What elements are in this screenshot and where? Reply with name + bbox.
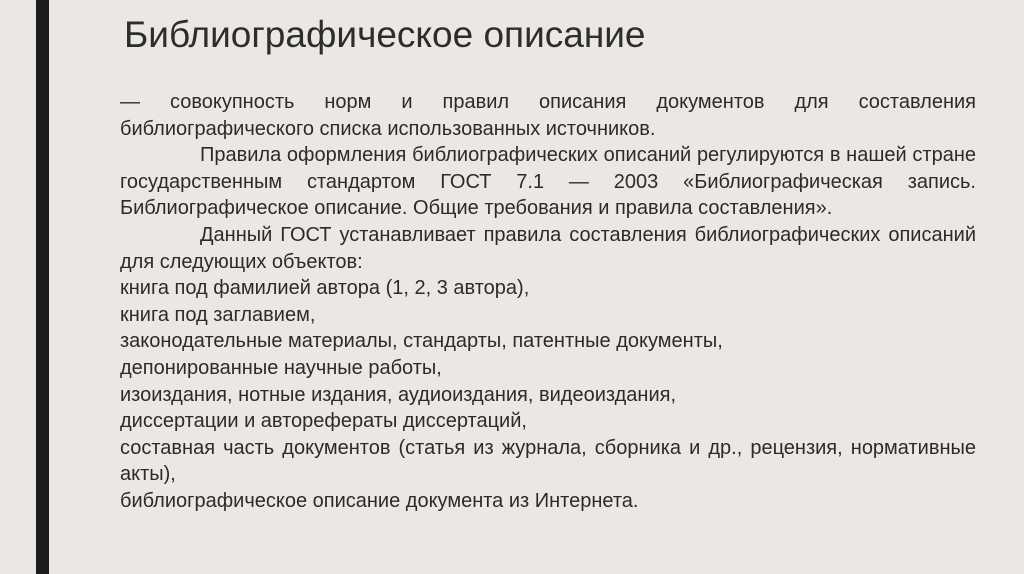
slide-title: Библиографическое описание bbox=[124, 14, 646, 55]
list-item: составная часть документов (статья из журнала, сборника и др., рецензия, нормативные акты), bbox=[120, 436, 976, 486]
list-item: книга под фамилией автора (1, 2, 3 автора), bbox=[120, 277, 530, 300]
slide-body bbox=[120, 89, 976, 515]
list-item: библиографическое описание документа из Интернета. bbox=[120, 489, 639, 512]
list-item: изоиздания, нотные издания, аудиоиздания, видеоиздания, bbox=[120, 383, 677, 406]
list-item: диссертации и авторефераты диссертаций, bbox=[120, 410, 527, 433]
definition-paragraph: — совокупность норм и правил описания документов для составления библиографического списка использованных источников. bbox=[120, 91, 976, 140]
gost-paragraph: Правила оформления библиографических описаний регулируются в нашей стране государственным стандартом ГОСТ 7.1 — 2003 «Библиографическая запись. Библиографическое описание. Общие требования и правила составления». bbox=[120, 144, 976, 220]
list-item: книга под заглавием, bbox=[120, 303, 316, 326]
list-item: депонированные научные работы, bbox=[120, 356, 442, 379]
objects-list bbox=[120, 275, 976, 514]
list-item: законодательные материалы, стандарты, патентные документы, bbox=[120, 330, 723, 353]
left-accent-bar bbox=[36, 0, 49, 574]
objects-intro-paragraph: Данный ГОСТ устанавливает правила составления библиографических описаний для следующих объектов: bbox=[120, 223, 976, 273]
